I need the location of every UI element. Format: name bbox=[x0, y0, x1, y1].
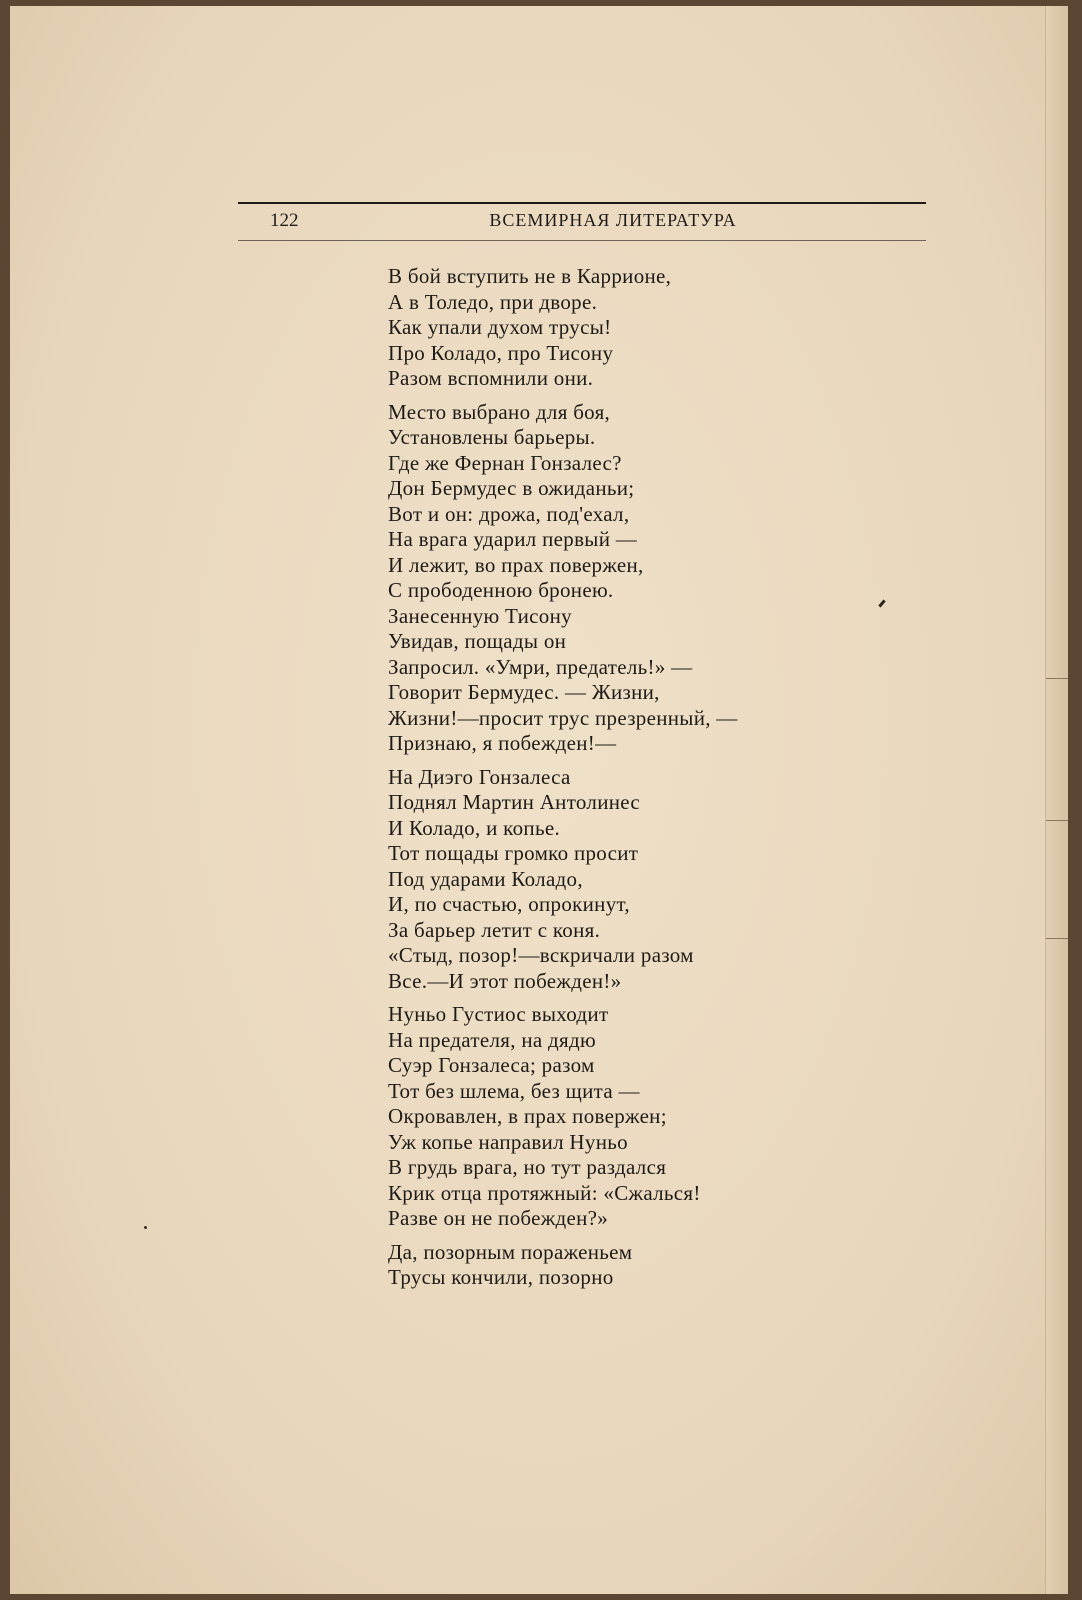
poem-line: Жизни!—просит трус презренный, — bbox=[388, 705, 738, 730]
poem-line: Уж копье направил Нуньо bbox=[388, 1129, 628, 1154]
stanza bbox=[388, 1240, 858, 1291]
poem-line: Признаю, я побежден!— bbox=[388, 731, 617, 755]
poem-line: Разве он не побежден?» bbox=[388, 1206, 609, 1230]
stanza bbox=[388, 1002, 858, 1232]
poem-line: Поднял Мартин Антолинес bbox=[388, 790, 641, 814]
stanza bbox=[388, 765, 858, 995]
poem-line: Установлены барьеры. bbox=[388, 425, 596, 449]
poem-line: Суэр Гонзалеса; разом bbox=[388, 1053, 595, 1077]
poem-line: В грудь врага, но тут раздался bbox=[388, 1155, 667, 1179]
poem-line: Увидав, пощады он bbox=[388, 629, 567, 653]
poem-line: Вот и он: дрожа, под'ехал, bbox=[388, 501, 630, 526]
page-edge bbox=[1045, 6, 1068, 1594]
poem-line: А в Толедо, при дворе. bbox=[388, 289, 598, 314]
poem-line: «Стыд, позор!—вскричали разом bbox=[388, 943, 694, 967]
poem-line: Как упали духом трусы! bbox=[388, 315, 612, 339]
poem-line: Говорит Бермудес. — Жизни, bbox=[388, 680, 660, 704]
poem-line: Все.—И этот побежден!» bbox=[388, 968, 622, 993]
poem-line: Про Коладо, про Тисону bbox=[388, 340, 614, 365]
poem-line: На Диэго Гонзалеса bbox=[388, 764, 571, 789]
stanza bbox=[388, 264, 858, 392]
poem-line: В бой вступить не в Каррионе, bbox=[388, 264, 672, 288]
header-rule-top bbox=[238, 202, 926, 204]
poem-line: Окровавлен, в прах повержен; bbox=[388, 1104, 667, 1128]
book-page bbox=[10, 6, 1068, 1594]
poem-line: Под ударами Коладо, bbox=[388, 866, 583, 891]
poem-line: Нуньо Густиос выходит bbox=[388, 1002, 609, 1026]
poem-line: На предателя, на дядю bbox=[388, 1027, 596, 1052]
page-number: 122 bbox=[270, 210, 299, 231]
poem-line: Запросил. «Умри, предатель!» — bbox=[388, 654, 693, 679]
stanza bbox=[388, 400, 858, 757]
poem-line: Разом вспомнили они. bbox=[388, 366, 594, 390]
poem-line: И Коладо, и копье. bbox=[388, 815, 560, 840]
pencil-mark bbox=[878, 599, 885, 607]
poem-line: И лежит, во прах повержен, bbox=[388, 552, 644, 577]
edge-notch bbox=[1046, 820, 1068, 821]
poem-line: Место выбрано для боя, bbox=[388, 399, 611, 424]
poem-line: Тот без шлема, без щита — bbox=[388, 1078, 640, 1103]
poem-line: Занесенную Тисону bbox=[388, 603, 572, 628]
poem-line: Крик отца протяжный: «Сжалься! bbox=[388, 1180, 701, 1205]
poem-text bbox=[388, 264, 858, 1299]
poem-line: И, по счастью, опрокинут, bbox=[388, 892, 630, 916]
ink-dot bbox=[144, 1226, 147, 1229]
poem-line: Трусы кончили, позорно bbox=[388, 1265, 614, 1289]
running-title: ВСЕМИРНАЯ ЛИТЕРАТУРА bbox=[489, 210, 737, 230]
poem-line: Да, позорным пораженьем bbox=[388, 1239, 633, 1264]
poem-line: Где же Фернан Гонзалес? bbox=[388, 450, 622, 475]
poem-line: Дон Бермудес в ожиданьи; bbox=[388, 476, 635, 500]
poem-line: На врага ударил первый — bbox=[388, 527, 638, 551]
poem-line: За барьер летит с коня. bbox=[388, 917, 601, 942]
poem-line: Тот пощады громко просит bbox=[388, 841, 639, 865]
edge-notch bbox=[1046, 938, 1068, 939]
edge-notch bbox=[1046, 678, 1068, 679]
poem-line: С прободенною бронею. bbox=[388, 578, 614, 602]
page-header bbox=[238, 202, 926, 242]
header-rule-bottom bbox=[238, 240, 926, 241]
